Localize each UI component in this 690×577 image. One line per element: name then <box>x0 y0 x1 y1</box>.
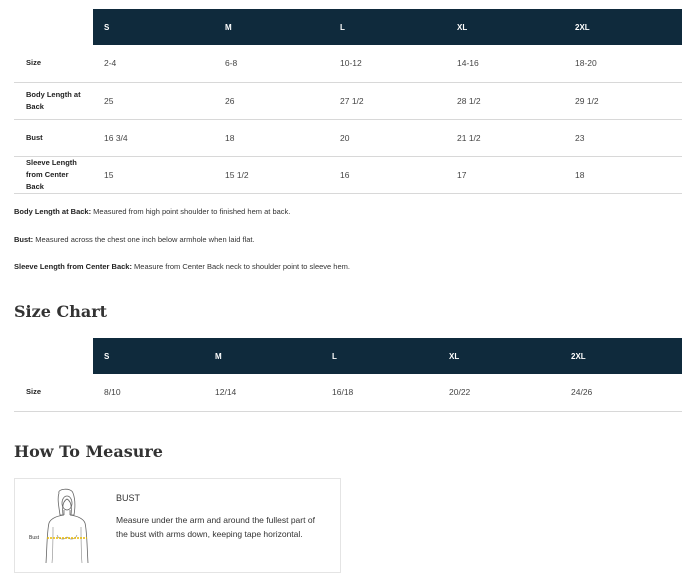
cell: 21 1/2 <box>446 119 564 156</box>
note-term: Bust: <box>14 235 34 244</box>
cell: 18 <box>214 119 329 156</box>
cell: 16/18 <box>321 374 438 411</box>
header-size-m: M <box>214 9 329 45</box>
table-row <box>14 119 682 156</box>
cell: 10-12 <box>329 45 446 82</box>
table-header-row <box>14 338 682 374</box>
bust-figure-illustration <box>27 487 107 569</box>
table-row <box>14 156 682 193</box>
note-bust <box>14 235 255 244</box>
size-chart-heading: Size Chart <box>14 302 108 321</box>
cell: 16 <box>329 156 446 193</box>
card-title: BUST <box>116 493 141 503</box>
header-size-2xl: 2XL <box>560 338 682 374</box>
cell: 24/26 <box>560 374 682 411</box>
bust-measure-card <box>14 478 341 573</box>
note-text: Measured across the chest one inch below armhole when laid flat. <box>33 235 255 244</box>
cell: 18-20 <box>564 45 682 82</box>
cell: 8/10 <box>93 374 204 411</box>
cell: 20 <box>329 119 446 156</box>
cell: 27 1/2 <box>329 82 446 119</box>
card-description: Measure under the arm and around the fullest part of the bust with arms down, keeping tape horizontal. <box>116 515 315 539</box>
row-label-sleeve-length: Sleeve Length from Center Back <box>14 156 93 193</box>
table-header-row <box>14 9 682 45</box>
how-to-measure-heading: How To Measure <box>14 442 163 461</box>
header-size-2xl: 2XL <box>564 9 682 45</box>
header-size-m: M <box>204 338 321 374</box>
cell: 14-16 <box>446 45 564 82</box>
cell: 12/14 <box>204 374 321 411</box>
cell: 15 1/2 <box>214 156 329 193</box>
cell: 25 <box>93 82 214 119</box>
row-label-size: Size <box>14 45 93 82</box>
header-size-l: L <box>329 9 446 45</box>
cell: 2-4 <box>93 45 214 82</box>
header-size-xl: XL <box>438 338 560 374</box>
table-row <box>14 82 682 119</box>
cell: 29 1/2 <box>564 82 682 119</box>
row-label-size: Size <box>14 374 93 411</box>
header-size-l: L <box>321 338 438 374</box>
table-row <box>14 374 682 411</box>
cell: 20/22 <box>438 374 560 411</box>
table-row <box>14 45 682 82</box>
row-label-body-length: Body Length at Back <box>14 82 93 119</box>
cell: 28 1/2 <box>446 82 564 119</box>
cell: 17 <box>446 156 564 193</box>
note-term: Body Length at Back: <box>14 207 92 216</box>
note-body-length <box>14 207 290 216</box>
header-size-xl: XL <box>446 9 564 45</box>
cell: 18 <box>564 156 682 193</box>
note-text: Measure from Center Back neck to shoulder point to sleeve hem. <box>131 262 350 271</box>
cell: 26 <box>214 82 329 119</box>
row-label-bust: Bust <box>14 119 93 156</box>
cell: 16 3/4 <box>93 119 214 156</box>
header-blank-cell <box>14 9 93 45</box>
note-sleeve-length <box>14 262 350 271</box>
measurement-table <box>14 9 682 194</box>
header-blank-cell <box>14 338 93 374</box>
cell: 23 <box>564 119 682 156</box>
note-text: Measured from high point shoulder to finished hem at back. <box>91 207 291 216</box>
header-size-s: S <box>93 338 204 374</box>
cell: 15 <box>93 156 214 193</box>
header-size-s: S <box>93 9 214 45</box>
cell: 6-8 <box>214 45 329 82</box>
figure-label-bust: Bust <box>29 535 40 541</box>
size-chart-table <box>14 338 682 412</box>
note-term: Sleeve Length from Center Back: <box>14 262 132 271</box>
